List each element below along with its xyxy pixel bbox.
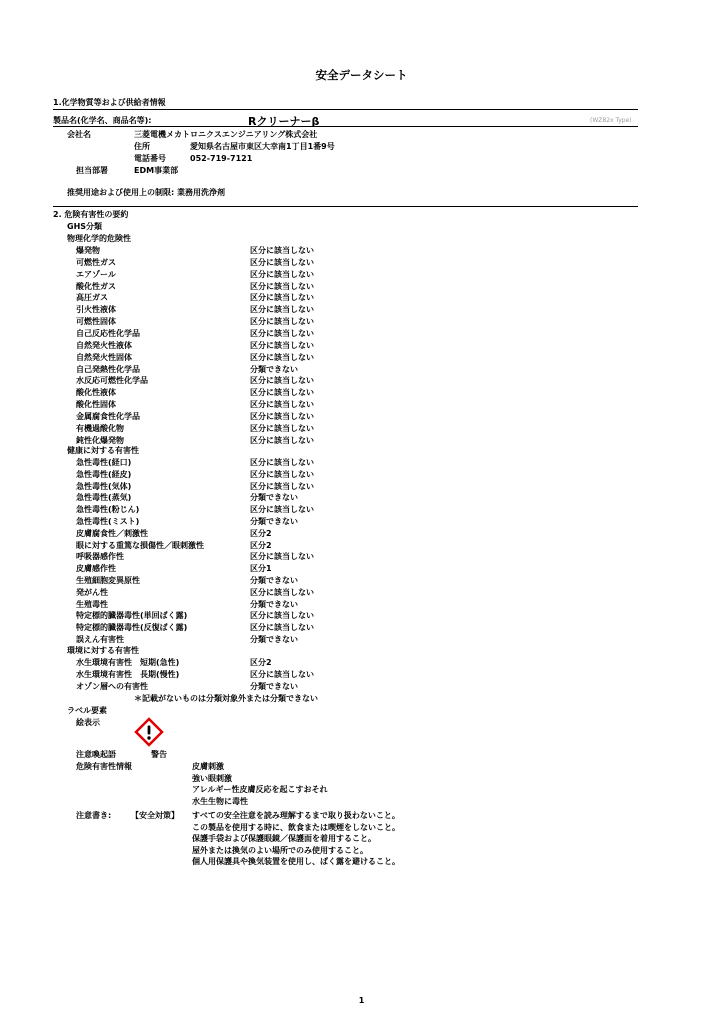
hazard-class-name: 眼に対する重篤な損傷性／眼刺激性: [76, 540, 204, 550]
company-name: 三菱電機メカトロニクスエンジニアリング株式会社: [134, 130, 318, 139]
hazard-class-name: 自然発火性液体: [76, 340, 132, 350]
hazard-class-name: 爆発物: [76, 246, 100, 255]
hazard-class-value: 区分に該当しない: [250, 388, 314, 398]
precaution-statement: すべての安全注意を読み理解するまで取り扱わないこと。: [192, 811, 400, 820]
hazard-class-value: 分類できない: [250, 517, 298, 526]
precaution-statement: 保護手袋および保護眼鏡／保護面を着用すること。: [192, 834, 376, 843]
hazard-class-name: 水生環境有害性 長期(慢性): [76, 669, 180, 679]
hazard-class-value: 区分に該当しない: [250, 269, 314, 279]
hazard-class-value: 区分に該当しない: [250, 611, 314, 621]
hazard-class-value: 分類できない: [250, 576, 298, 585]
env-heading: 環境に対する有害性: [67, 646, 139, 655]
hazard-statement: 皮膚刺激: [192, 762, 224, 771]
phone-value: 052-719-7121: [190, 154, 253, 163]
hazard-class-value: 区分に該当しない: [250, 246, 314, 255]
hazard-class-value: 分類できない: [250, 635, 298, 644]
hazard-class-value: 区分に該当しない: [250, 411, 314, 421]
hazard-class-value: 区分に該当しない: [250, 376, 314, 386]
hazard-class-name: 急性毒性(経口): [76, 458, 132, 467]
hazard-class-name: 自然発火性固体: [76, 352, 132, 362]
hazard-class-name: 皮膚感作性: [76, 564, 116, 574]
hazard-class-value: 区分2: [250, 658, 272, 667]
hazard-class-name: 呼吸器感作性: [76, 552, 124, 562]
hazard-class-name: 高圧ガス: [76, 293, 108, 303]
hazard-statement: 水生生物に毒性: [192, 796, 248, 806]
hazard-class-value: 分類できない: [250, 364, 298, 374]
dept-value: EDM事業部: [134, 166, 179, 175]
section2-heading: 2. 危険有害性の要約: [53, 210, 129, 219]
hazard-class-name: 急性毒性(気体): [76, 481, 132, 491]
usage-text: 推奨用途および使用上の制限: 業務用洗浄剤: [67, 188, 225, 197]
hazard-class-name: 皮膚腐食性／刺激性: [76, 528, 148, 538]
hazard-class-value: 区分に該当しない: [250, 505, 314, 515]
precaution-statement: 個人用保護具や換気装置を使用し、ばく露を避けること。: [192, 857, 400, 866]
precaution-statement: 屋外または換気のよい場所でのみ使用すること。: [192, 845, 368, 855]
hazard-class-name: 可燃性ガス: [76, 257, 116, 267]
hazard-statement: アレルギー性皮膚反応を起こすおそれ: [192, 785, 328, 794]
hazard-class-name: 有機過酸化物: [76, 423, 124, 433]
hazard-class-name: 自己発熱性化学品: [76, 364, 140, 374]
address-label: 住所: [134, 142, 150, 151]
physical-heading: 物理化学的危険性: [67, 234, 131, 243]
hazard-class-value: 区分に該当しない: [250, 281, 314, 291]
label-elements-heading: ラベル要素: [67, 706, 107, 715]
precaution-label: 注意書き:: [76, 811, 112, 820]
company-label: 会社名: [67, 130, 91, 139]
hazard-class-value: 区分に該当しない: [250, 293, 314, 303]
hazard-class-value: 分類できない: [250, 599, 298, 609]
hazard-class-value: 区分2: [250, 528, 272, 538]
dept-label: 担当部署: [76, 166, 108, 175]
hazard-class-name: 可燃性固体: [76, 317, 116, 327]
signal-word: 警告: [151, 750, 167, 759]
hazard-class-value: 区分に該当しない: [250, 587, 314, 597]
hazard-class-value: 分類できない: [250, 681, 298, 691]
hazard-class-name: 急性毒性(ミスト): [76, 517, 140, 526]
phone-label: 電話番号: [134, 154, 166, 163]
hazard-class-value: 区分1: [250, 564, 272, 574]
divider: [53, 126, 638, 127]
hazard-class-name: 急性毒性(蒸気): [76, 493, 132, 503]
hazard-class-name: 水生環境有害性 短期(急性): [76, 658, 180, 667]
hazard-class-name: 生殖細胞変異原性: [76, 576, 140, 585]
hazard-class-name: 自己反応性化学品: [76, 328, 140, 338]
hazard-class-name: 酸化性固体: [76, 400, 116, 410]
hazard-class-value: 区分に該当しない: [250, 435, 314, 445]
hazard-class-name: 酸化性ガス: [76, 281, 116, 291]
hazard-statement: 強い眼刺激: [192, 773, 232, 783]
hazard-class-name: 急性毒性(粉じん): [76, 505, 140, 515]
hazard-class-value: 区分に該当しない: [250, 481, 314, 491]
hazard-class-name: 鈍性化爆発物: [76, 435, 124, 445]
hazard-class-value: 区分に該当しない: [250, 423, 314, 433]
hazard-class-name: 特定標的臓器毒性(反復ばく露): [76, 623, 188, 633]
hazard-class-name: オゾン層への有害性: [76, 681, 148, 691]
footnote: ＊記載がないものは分類対象外または分類できない: [134, 694, 318, 703]
page-number: 1: [358, 996, 365, 1005]
section1-heading: 1.化学物質等および供給者情報: [53, 98, 166, 107]
hazard-class-name: 金属腐食性化学品: [76, 411, 140, 421]
hazard-class-name: エアゾール: [76, 269, 116, 279]
hazard-class-value: 区分に該当しない: [250, 458, 314, 467]
divider: [53, 109, 638, 110]
precaution-category: 【安全対策】: [131, 811, 179, 820]
hazard-class-value: 分類できない: [250, 493, 298, 503]
precaution-statement: この製品を使用する時に、飲食または喫煙をしないこと。: [192, 822, 400, 832]
hazard-class-name: 発がん性: [76, 587, 108, 597]
pictogram-label: 絵表示: [76, 718, 100, 727]
hazard-class-value: 区分に該当しない: [250, 469, 314, 479]
hazard-class-value: 区分に該当しない: [250, 340, 314, 350]
signal-word-label: 注意喚起語: [76, 750, 116, 759]
hazard-class-value: 区分に該当しない: [250, 328, 314, 338]
hazard-class-name: 誤えん有害性: [76, 635, 124, 644]
hazard-class-value: 区分に該当しない: [250, 305, 314, 315]
hazard-class-value: 区分に該当しない: [250, 257, 314, 267]
product-code: (WZ82x Type): [590, 117, 632, 124]
hazard-class-value: 区分に該当しない: [250, 552, 314, 562]
exclamation-mark-pictogram-icon: [134, 717, 164, 747]
product-name: Rクリーナーβ: [248, 115, 320, 128]
hazard-class-value: 区分2: [250, 540, 272, 550]
hazard-class-name: 急性毒性(経皮): [76, 469, 132, 479]
product-label: 製品名(化学名、商品名等):: [53, 116, 152, 125]
hazard-class-name: 引火性液体: [76, 305, 116, 315]
hazard-statements-label: 危険有害性情報: [76, 762, 132, 771]
address-value: 愛知県名古屋市東区大幸南1丁目1番9号: [190, 142, 335, 151]
ghs-heading: GHS分類: [67, 222, 103, 231]
hazard-class-value: 区分に該当しない: [250, 317, 314, 327]
health-heading: 健康に対する有害性: [67, 446, 139, 455]
hazard-class-value: 区分に該当しない: [250, 669, 314, 679]
document-title: 安全データシート: [315, 68, 408, 82]
divider: [53, 206, 638, 207]
hazard-class-name: 酸化性液体: [76, 388, 116, 398]
hazard-class-value: 区分に該当しない: [250, 400, 314, 410]
hazard-class-value: 区分に該当しない: [250, 352, 314, 362]
hazard-class-name: 生殖毒性: [76, 599, 108, 609]
hazard-class-name: 特定標的臓器毒性(単回ばく露): [76, 611, 188, 621]
hazard-class-name: 水反応可燃性化学品: [76, 376, 148, 386]
hazard-class-value: 区分に該当しない: [250, 623, 314, 633]
